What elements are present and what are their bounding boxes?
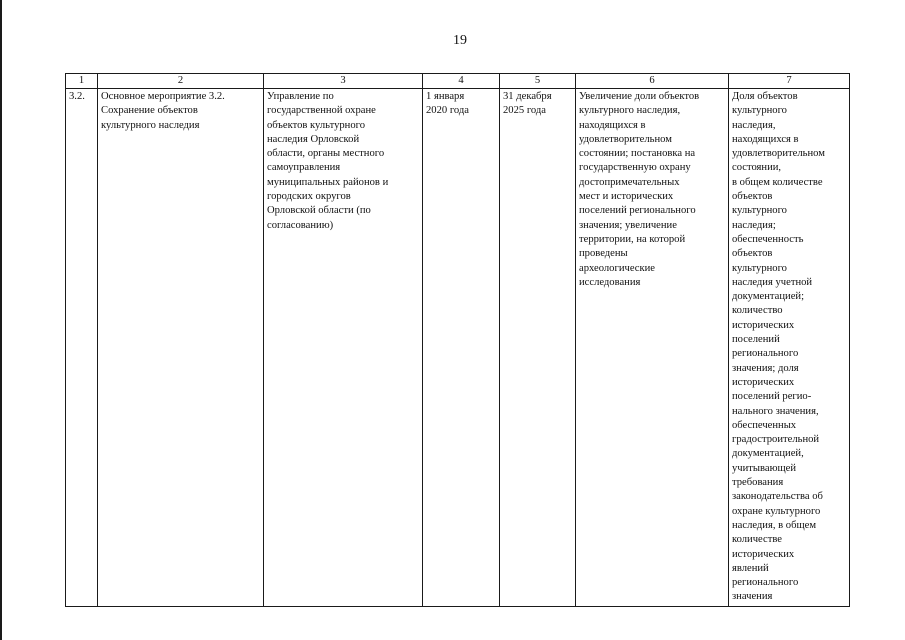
measure-cell	[98, 89, 264, 607]
header-cell-5: 5	[500, 74, 576, 89]
expected-result: Увеличение доли объектов культурного наследия, находящихся в удовлетворительном состоянии; постановка на государственную охрану достопримечательных мест и исторических поселений регионального значения; увеличение территории, на которой проведены археологические исследования	[579, 91, 700, 288]
header-cell-1: 1	[66, 74, 98, 89]
start-date: 1 января 2020 года	[426, 91, 470, 117]
result-cell	[576, 89, 729, 607]
indicators-text: Доля объектов культурного наследия, находящихся в удовлетворительном состоянии, в общем количестве объектов культурного наследия; обеспеченность объектов культурного наследия учетной документацией; количество исторических поселений регионального значения; доля исторических поселений регио- нального значения, обеспеченных градостроительной документацией, учитывающей требования законодательства об охране культурного наследия, в общем количестве исторических явлений регионального значения	[732, 91, 825, 603]
header-cell-6: 6	[576, 74, 729, 89]
start-date-cell	[423, 89, 500, 607]
measure-name: Основное мероприятие 3.2. Сохранение объектов культурного наследия	[101, 91, 225, 131]
row-number: 3.2.	[69, 91, 85, 102]
header-cell-7: 7	[729, 74, 850, 89]
header-cell-4: 4	[423, 74, 500, 89]
table-row	[66, 89, 850, 607]
executor-cell	[264, 89, 423, 607]
header-cell-2: 2	[98, 74, 264, 89]
end-date: 31 декабря 2025 года	[503, 91, 552, 117]
table-header-row	[66, 74, 850, 89]
measures-table	[65, 73, 850, 607]
executor-text: Управление по государственной охране объектов культурного наследия Орловской области, органы местного самоуправления муниципальных районов и городских округов Орловской области (по согласованию)	[267, 91, 389, 231]
page-number: 19	[453, 33, 467, 48]
indicators-cell	[729, 89, 850, 607]
end-date-cell	[500, 89, 576, 607]
row-number-cell	[66, 89, 98, 607]
page-left-edge	[0, 0, 2, 640]
header-cell-3: 3	[264, 74, 423, 89]
